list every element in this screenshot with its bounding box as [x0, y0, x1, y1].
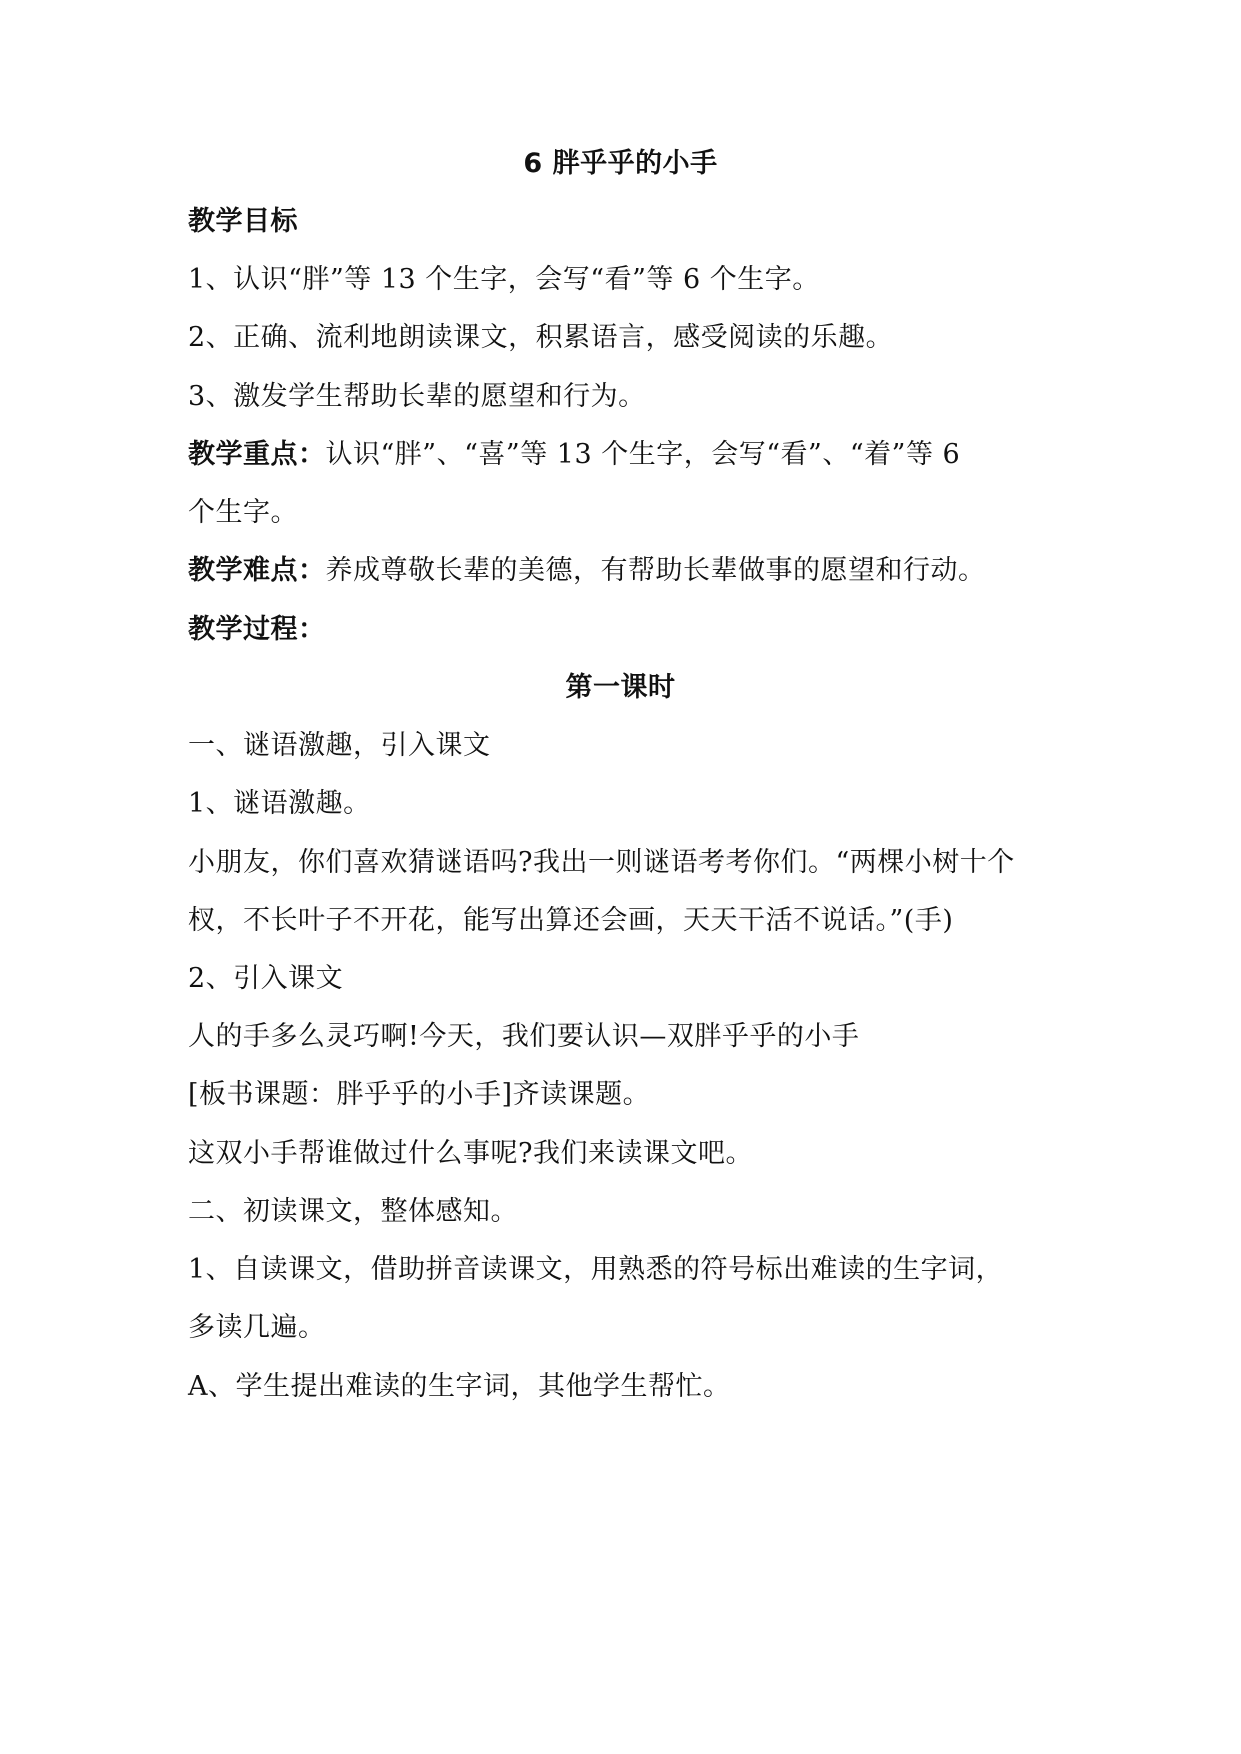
step-1-2: 2、引入课文: [188, 963, 344, 994]
goals-heading: 教学目标: [188, 206, 298, 237]
difficulty-line: [188, 553, 986, 589]
key-points-label: 教学重点：: [188, 439, 326, 470]
board-line: [板书课题：胖乎乎的小手]齐读课题。: [188, 1079, 651, 1110]
goal-item-2: 2、正确、流利地朗读课文，积累语言，感受阅读的乐趣。: [188, 322, 894, 353]
key-points-line: [188, 437, 960, 473]
document-title: 6 胖乎乎的小手: [523, 148, 718, 179]
step-2-a: A、学生提出难读的生字词，其他学生帮忙。: [188, 1371, 731, 1402]
difficulty-text: 养成尊敬长辈的美德，有帮助长辈做事的愿望和行动。: [325, 555, 986, 586]
difficulty-label: 教学难点：: [188, 555, 326, 586]
key-points-continued: 个生字。: [188, 497, 298, 528]
key-points-text: 认识“胖”、“喜”等 13 个生字，会写“看”、“着”等 6: [325, 439, 961, 470]
step-2-1-line-1: 1、自读课文，借助拼音读课文，用熟悉的符号标出难读的生字词，: [188, 1254, 1004, 1285]
goal-item-1: 1、认识“胖”等 13 个生字，会写“看”等 6 个生字。: [188, 264, 820, 295]
step-1-heading: 一、谜语激趣，引入课文: [188, 730, 491, 761]
riddle-line-1: 小朋友，你们喜欢猜谜语吗?我出一则谜语考考你们。“两棵小树十个: [188, 847, 1015, 878]
riddle-line-2: 杈，不长叶子不开花，能写出算还会画，天天干活不说话。”(手): [188, 905, 954, 936]
intro-line: 人的手多么灵巧啊!今天，我们要认识—双胖乎乎的小手: [188, 1021, 860, 1052]
step-2-heading: 二、初读课文，整体感知。: [188, 1196, 518, 1227]
lesson-heading: 第一课时: [565, 672, 676, 703]
question-line: 这双小手帮谁做过什么事呢?我们来读课文吧。: [188, 1138, 753, 1169]
step-1-1: 1、谜语激趣。: [188, 788, 371, 819]
step-2-1-line-2: 多读几遍。: [188, 1312, 326, 1343]
goal-item-3: 3、激发学生帮助长辈的愿望和行为。: [188, 381, 646, 412]
process-heading: 教学过程：: [188, 614, 326, 645]
